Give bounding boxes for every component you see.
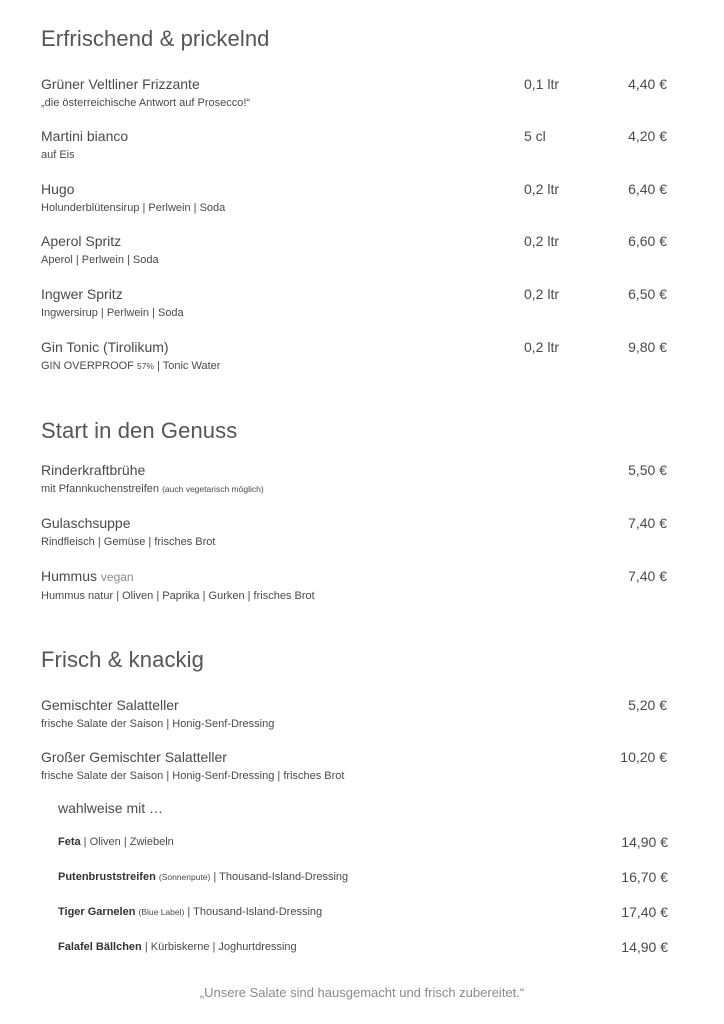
desc-small: 57% <box>136 361 154 371</box>
vegan-tag: vegan <box>100 570 134 584</box>
option-row <box>58 903 668 921</box>
option-rest: | Oliven | Zwiebeln <box>80 836 174 848</box>
section-title-start: Start in den Genuss <box>41 418 238 443</box>
option-note: (Sonnenpute) <box>158 872 211 882</box>
item-description: Rindfleisch | Gemüse | frisches Brot <box>41 536 216 548</box>
item-description: „die österreichische Antwort auf Prosecco!“ <box>41 97 251 109</box>
item-quantity: 0,2 ltr <box>524 233 560 249</box>
item-price: 6,60 € <box>628 233 667 249</box>
option-rest: | Thousand-Island-Dressing <box>210 871 349 883</box>
option-name: Tiger Garnelen <box>58 906 136 918</box>
item-price: 5,20 € <box>628 697 667 713</box>
option-note: (Blue Label) <box>138 907 185 917</box>
menu-item <box>41 748 671 783</box>
item-name: Rinderkraftbrühe <box>41 462 146 478</box>
menu-item <box>41 127 671 162</box>
item-name: Ingwer Spritz <box>41 286 123 302</box>
option-rest: | Kürbiskerne | Joghurtdressing <box>141 941 297 953</box>
options-label: wahlweise mit … <box>58 800 164 816</box>
option-row <box>58 833 668 851</box>
item-name-text: Hummus <box>41 568 98 584</box>
item-quantity: 5 cl <box>524 128 546 144</box>
menu-item <box>41 285 671 320</box>
option-name: Putenbruststreifen <box>58 871 156 883</box>
item-price: 4,20 € <box>628 128 667 144</box>
item-price: 10,20 € <box>620 749 667 765</box>
item-name: Gemischter Salatteller <box>41 697 179 713</box>
item-quantity: 0,1 ltr <box>524 76 560 92</box>
item-name: Martini bianco <box>41 128 129 144</box>
item-quantity: 0,2 ltr <box>524 181 560 197</box>
item-description: auf Eis <box>41 149 75 161</box>
footer-note: „Unsere Salate sind hausgemacht und frisch zubereitet.“ <box>199 985 525 1000</box>
desc-main: GIN OVERPROOF <box>41 360 134 372</box>
option-row <box>58 868 668 886</box>
item-quantity: 0,2 ltr <box>524 286 560 302</box>
item-price: 5,50 € <box>628 462 667 478</box>
item-price: 9,80 € <box>628 339 667 355</box>
desc-main: mit Pfannkuchenstreifen <box>41 483 160 495</box>
menu-item <box>41 514 671 549</box>
menu-item <box>41 338 671 373</box>
option-name: Feta <box>58 836 81 848</box>
item-name: Großer Gemischter Salatteller <box>41 749 227 765</box>
desc-small: (auch vegetarisch möglich) <box>162 484 264 494</box>
option-price: 16,70 € <box>621 869 668 885</box>
item-name <box>41 567 671 586</box>
menu-item <box>41 180 671 215</box>
menu-item <box>41 232 671 267</box>
item-price: 4,40 € <box>628 76 667 92</box>
menu-item <box>41 567 671 603</box>
item-price: 7,40 € <box>628 515 667 531</box>
item-description: frische Salate der Saison | Honig-Senf-Dressing <box>41 718 275 730</box>
desc-rest: | Tonic Water <box>153 360 221 372</box>
item-price: 6,50 € <box>628 286 667 302</box>
item-description: Aperol | Perlwein | Soda <box>41 254 159 266</box>
item-name: Grüner Veltliner Frizzante <box>41 76 200 92</box>
item-quantity: 0,2 ltr <box>524 339 560 355</box>
option-price: 14,90 € <box>621 939 668 955</box>
item-name: Gulaschsuppe <box>41 515 131 531</box>
option-name: Falafel Bällchen <box>58 941 142 953</box>
item-description <box>41 482 671 496</box>
item-price: 7,40 € <box>628 568 667 584</box>
item-description: Hummus natur | Oliven | Paprika | Gurken | frisches Brot <box>41 590 315 602</box>
item-price: 6,40 € <box>628 181 667 197</box>
menu-item <box>41 461 671 496</box>
item-description: Holunderblütensirup | Perlwein | Soda <box>41 202 226 214</box>
section-title-erfrischend: Erfrischend & prickelnd <box>41 26 270 51</box>
item-description: Ingwersirup | Perlwein | Soda <box>41 307 184 319</box>
option-price: 14,90 € <box>621 834 668 850</box>
item-description <box>41 359 671 373</box>
item-name: Gin Tonic (Tirolikum) <box>41 339 169 355</box>
item-description: frische Salate der Saison | Honig-Senf-Dressing | frisches Brot <box>41 770 345 782</box>
item-name: Aperol Spritz <box>41 233 122 249</box>
item-name: Hugo <box>41 181 75 197</box>
option-row <box>58 938 668 956</box>
option-price: 17,40 € <box>621 904 668 920</box>
menu-item <box>41 696 671 731</box>
menu-item <box>41 75 671 110</box>
option-rest: | Thousand-Island-Dressing <box>184 906 323 918</box>
section-title-frisch: Frisch & knackig <box>41 647 204 672</box>
